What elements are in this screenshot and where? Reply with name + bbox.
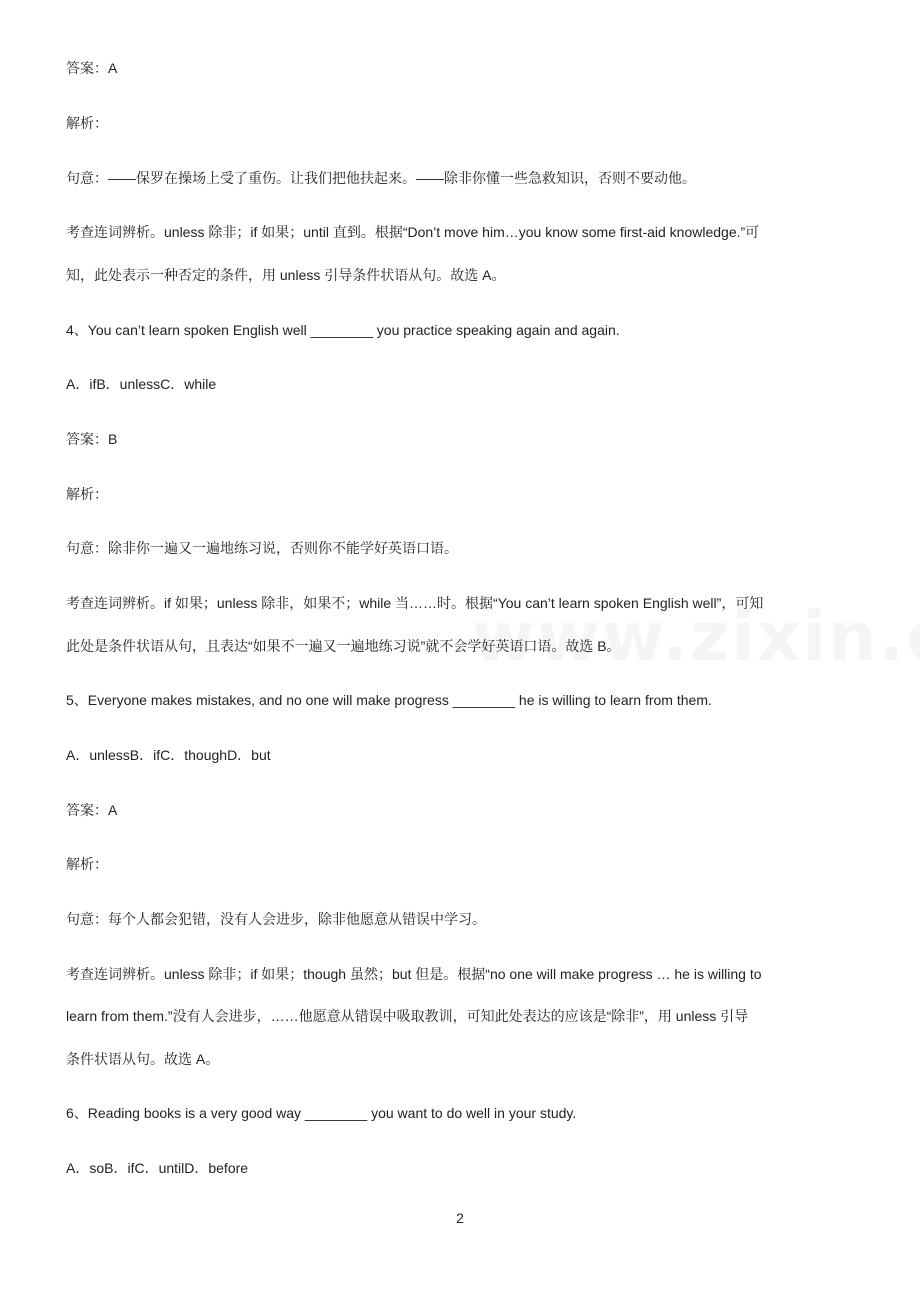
question-5: 5、Everyone makes mistakes, and no one will make progress ________ he is willing to learn from them. <box>66 692 712 708</box>
explanation-text: 考查连词辨析。unless 除非；if 如果；until 直到。根据“Don’t move him…you know some first-aid knowledge.”可 <box>66 224 760 240</box>
explanation-text: 条件状语从句。故选 A。 <box>66 1051 220 1067</box>
page-number: 2 <box>456 1210 464 1226</box>
question-6: 6、Reading books is a very good way ________ you want to do well in your study. <box>66 1105 577 1121</box>
question-6-options: A．soB．ifC．untilD．before <box>66 1160 249 1176</box>
explanation-text: 此处是条件状语从句，且表达“如果不一遍又一遍地练习说”就不会学好英语口语。故选 B。 <box>66 638 621 654</box>
analysis-label: 解析： <box>66 856 108 872</box>
question-4-options: A．ifB．unlessC．while <box>66 376 217 392</box>
explanation-text: 知，此处表示一种否定的条件，用 unless 引导条件状语从句。故选 A。 <box>66 267 506 283</box>
answer-label: 答案：A <box>66 802 118 818</box>
question-5-options: A．unlessB．ifC．thoughD．but <box>66 747 271 763</box>
analysis-label: 解析： <box>66 486 108 502</box>
analysis-label: 解析： <box>66 115 108 131</box>
meaning-text: 句意：每个人都会犯错，没有人会进步，除非他愿意从错误中学习。 <box>66 911 486 927</box>
answer-label: 答案：A <box>66 60 118 76</box>
explanation-text: 考查连词辨析。unless 除非；if 如果；though 虽然；but 但是。根据“no one will make progress … he is willing to <box>66 966 762 982</box>
meaning-text: 句意：除非你一遍又一遍地练习说，否则你不能学好英语口语。 <box>66 540 458 556</box>
meaning-text: 句意：——保罗在操场上受了重伤。让我们把他扶起来。——除非你懂一些急救知识，否则不要动他。 <box>66 170 696 186</box>
question-4: 4、You can’t learn spoken English well ________ you practice speaking again and again. <box>66 322 620 338</box>
explanation-text: learn from them.”没有人会进步，……他愿意从错误中吸取教训，可知此处表达的应该是“除非”，用 unless 引导 <box>66 1008 749 1024</box>
explanation-text: 考查连词辨析。if 如果；unless 除非，如果不；while 当……时。根据“You can’t learn spoken English well”，可知 <box>66 595 764 611</box>
answer-label: 答案：B <box>66 431 118 447</box>
